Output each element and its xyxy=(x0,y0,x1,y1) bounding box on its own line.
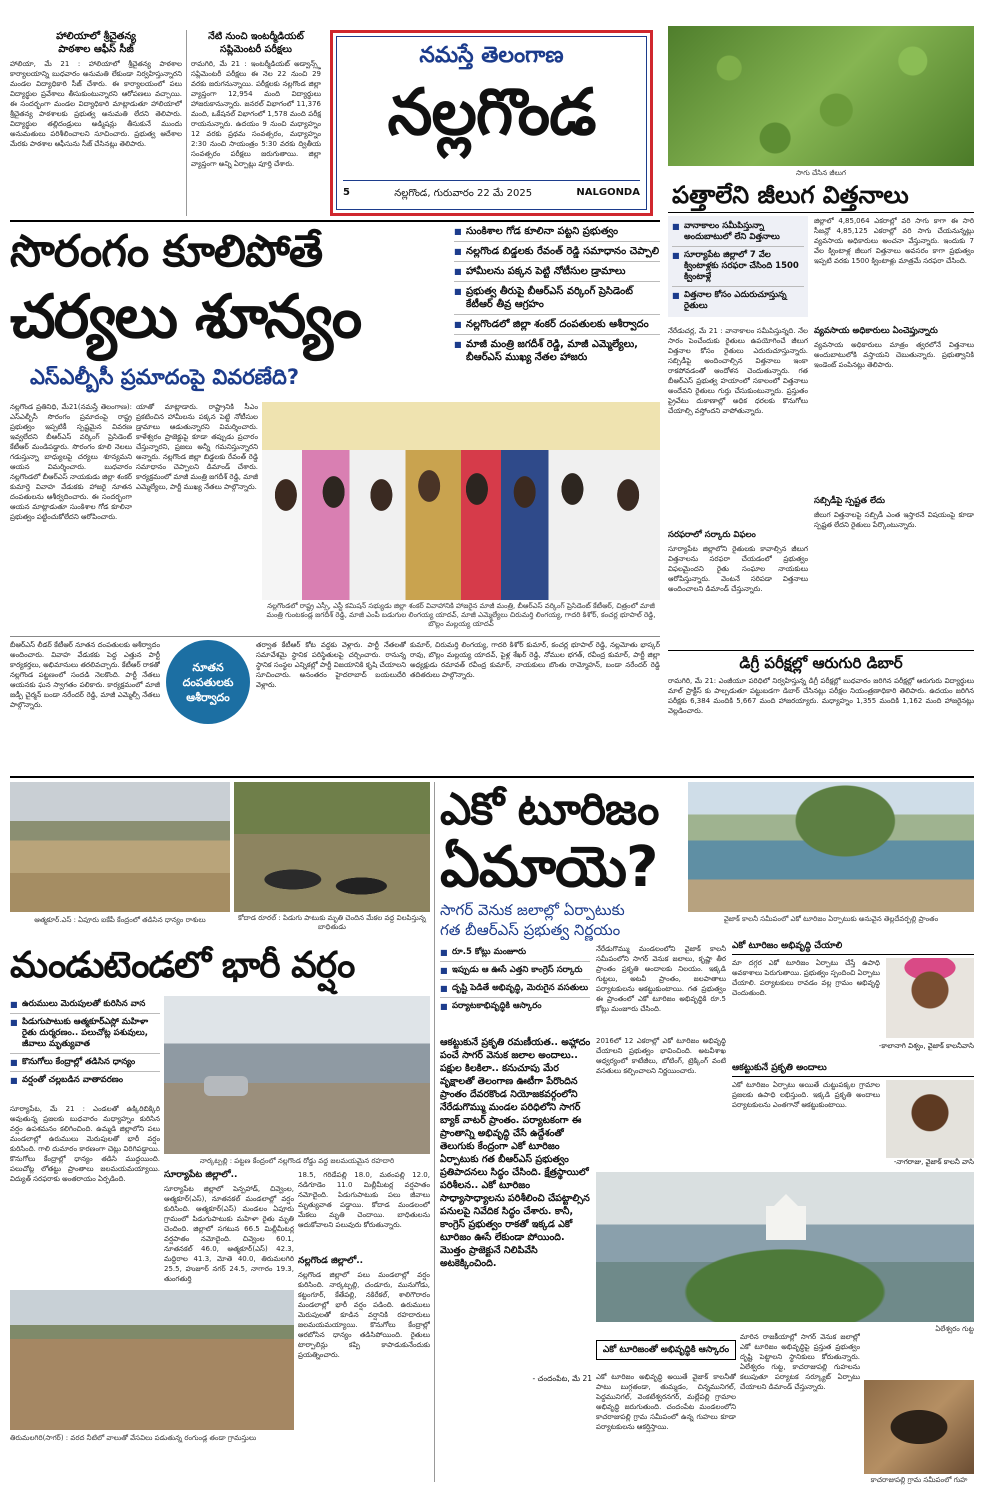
eco-subheadline-1: సాగర్ వెనుక జలాల్లో ఏర్పాటుకు xyxy=(440,901,625,919)
photo-caption: వైజాక్ కాలనీ సమీపంలో ఎకో టూరిజం ఏర్పాటుకు అనువైన తెల్లదేవర్పల్లి ప్రాంతం xyxy=(723,915,939,923)
subhead: సబ్సిడీపై స్పష్టత లేదు xyxy=(814,496,885,506)
photo-caption: ఏలేశ్వరం గుట్ట xyxy=(935,1325,974,1333)
eco-headline-1: ఎకో టూరిజం xyxy=(440,784,659,835)
highlight-item: ■ కొనుగోలు కేంద్రాల్లో తడిసిన ధాన్యం xyxy=(10,1054,160,1072)
eco-dateline: - చందంపేట, మే 21 xyxy=(532,1374,592,1383)
subhead: సరఫరాలో సర్కారు విఫలం xyxy=(668,530,756,540)
lead-subheadline: ఎస్ఎల్బీసీ ప్రమాదంపై వివరణేది? xyxy=(30,365,300,389)
dateline: నల్లగొండ, గురువారం 22 మే 2025 xyxy=(394,188,533,199)
backwater-photo xyxy=(688,782,974,912)
brief-story-1 xyxy=(10,30,182,219)
avatar xyxy=(886,1080,974,1158)
eco-subheadline-2: గత బీఆర్ఎస్ ప్రభుత్వ నిర్ణయం xyxy=(440,921,621,939)
flooded-road-photo xyxy=(164,996,430,1154)
highlight-item: ■ పర్యాటకాభివృద్ధికి ఆస్కారం xyxy=(440,998,590,1015)
dead-goats-photo xyxy=(234,782,430,912)
quote-box-1 xyxy=(732,940,974,1058)
highlight-item: ■ వానాకాలం సమీపిస్తున్నా అందుబాటులో లేని విత్తనాలు xyxy=(672,218,804,247)
edition-title: నల్లగొండ xyxy=(387,76,596,150)
brief-headline: సప్లిమెంటరీ పరీక్షలు xyxy=(220,44,292,55)
highlight-item: ■ విత్తనాల కోసం ఎదురుచూస్తున్న రైతులు xyxy=(672,287,804,315)
rain-body-3: 18.5, గరిడేపల్లి 18.0, మఠంపల్లి 12.0, నడిగూడెం 11.0 మిల్లీమీటర్ల వర్షపాతం నమోదైంది. పిడుగుపాటుకు పలు జీవాలు మృత్యువాత పడ్డాయి. కోదాడ మండలంలో మేకలు మృతి చెందాయి. బాధితులను ఆదుకోవాలని పలువురు కోరుతున్నారు. xyxy=(298,1171,430,1229)
highlight-item: ■ నల్లగొండలో జిల్లా శంకర్ దంపతులకు ఆశీర్వాదం xyxy=(454,315,660,335)
brief-body: హాలియా, మే 21 : హాలియాలో శ్రీచైతన్య పాఠశాల కార్యాలయాన్ని బుధవారం అనుమతి లేకుండా నిర్వహిస్తున్నారని మండల విద్యాధికారి సీజ్ చేశారు. ఈ కార్యాలయంలో పలు విద్యార్థుల ప్రవేశాలు తీసుకుంటున్నారని ఆరోపణలు వచ్చాయి. ఈ సందర్భంగా మండల విద్యాధికారి మాట్లాడుతూ హాలియాలో శ్రీచైతన్య పాఠశాలకు ప్రభుత్వ అనుమతి లేదని తెలిపారు. విద్యార్థుల తల్లిదండ్రులు అడ్మిషన్లు తీసుకునే ముందు అనుమతులు పరిశీలించాలని సూచించారు. ప్రభుత్వ ఆదేశాల మేరకు పాఠశాల ఆఫీసును సీజ్ చేసినట్లు తెలిపారు. xyxy=(10,60,182,148)
lead-body-1: నల్లగొండ ప్రతినిధి, మే21(నమస్తే తెలంగాణ): ఎస్ఎల్బీసీ సొరంగం ప్రమాదంపై రాష్ట్ర ప్రభుత్వం ఇప్పటికీ స్పష్టమైన వివరణ ఇవ్వలేదని బీఆర్ఎస్ వర్కింగ్ ప్రెసిడెంట్ కేటీఆర్ మండిపడ్డారు. సొరంగం కూలి నెలలు గడుస్తున్నా బాధ్యులపై చర్యలు శూన్యమని ఆయన విమర్శించారు. బుధవారం నల్లగొండలో బీఆర్ఎస్ నాయకుడు జిల్లా శంకర్ కుమార్తె వివాహ వేడుకకు హాజరై నూతన దంపతులను ఆశీర్వదించారు. ఈ సందర్భంగా ఆయన మాట్లాడుతూ సుంకిశాల గోడ కూలినా ప్రభుత్వం పట్టించుకోలేదని ఆరోపించారు. xyxy=(10,403,132,521)
avatar xyxy=(886,958,974,1038)
eco-body-2: 2016లో 12 ఎకరాల్లో ఎకో టూరిజం అభివృద్ధి చేయాలని ప్రభుత్వం భావించింది. అటవీశాఖ ఆధ్వర్యంలో కాటేజీలు, బోటింగ్, ట్రెక్కింగ్ వంటి వసతులు కల్పించాలని నిర్ణయించారు. xyxy=(596,1037,726,1075)
lead-headline-1: సొరంగం కూలిపోతే xyxy=(10,226,323,277)
cave-photo xyxy=(864,1380,974,1474)
highlight-item: ■ రూ.5 కోట్లు మంజూరు xyxy=(440,944,590,962)
eco-body-1: నేరేడుగొమ్ము మండలంలోని వైజాక్ కాలనీ సమీపంలోని సాగర్ వెనుక జలాలు, కృష్ణా తీర ప్రాంతం ప్రకృతి అందాలకు నిలయం. ఇక్కడి గుట్టలు, అటవీ ప్రాంతం, జలపాతాలు పర్యాటకులను ఆకట్టుకుంటాయి. గత ప్రభుత్వం ఈ ప్రాంతంలో ఎకో టూరిజం అభివృద్ధికి రూ.5 కోట్లు మంజూరు చేసింది. xyxy=(596,945,726,1013)
brief-headline: హాలియాలో శ్రీచైతన్య xyxy=(56,31,136,42)
rain-body-1: సూర్యాపేట, మే 21 : ఎండలతో ఉక్కిరిబిక్కిరి అవుతున్న ప్రజలకు బుధవారం మధ్యాహ్నం కురిసిన వర్షం ఉపశమనం కలిగించింది. ఉమ్మడి జిల్లాలోని పలు మండలాల్లో ఉరుములు మెరుపులతో భారీ వర్షం కురిసింది. గాలి దుమారం కారణంగా చెట్లు విరిగిపడ్డాయి. కొనుగోలు కేంద్రాల్లో ధాన్యం తడిసి ముద్దయింది. పలుచోట్ల లోతట్టు ప్రాంతాలు జలమయమయ్యాయి. విద్యుత్ సరఫరాకు అంతరాయం ఏర్పడింది. xyxy=(10,1105,160,1183)
blessing-badge xyxy=(166,640,250,724)
quote-box-sign: -నాగరాజు, వైజాక్ కాలనీ వాసి xyxy=(893,1158,974,1166)
rain-body-4: నల్లగొండ జిల్లాలో పలు మండలాల్లో వర్షం కురిసింది. నార్కట్పల్లి, చండూరు, మునుగోడు, కట్టంగూర్, కేతేపల్లి, నకిరేకల్, శాలిగౌరారం మండలాల్లో భారీ వర్షం పడింది. ఉరుములు మెరుపులతో కూడిన వర్షానికి రహదారులు జలమయమయ్యాయి. కొనుగోలు కేంద్రాల్లో ఆరబోసిన ధాన్యం తడిసిపోయింది. రైతులు టార్పాలిన్లు కప్పి కాపాడుకునేందుకు ప్రయత్నించారు. xyxy=(298,1271,430,1359)
eco-body-3: ఎకో టూరిజం అభివృద్ధి అయితే వైజాక్ కాలనీతో పాటు బుగ్గతండా, తుమ్మడం, చిన్నమునిగల్, పెద్దమునిగల్, వెంకటేశ్వరనగర్, మల్లేపల్లి గ్రామాల అభివృద్ధి జరుగుతుంది. చందంపేట మండలంలోని కాచరాజుపల్లి గ్రామ సమీపంలో ఉన్న గుహలు కూడా పర్యాటకులను ఆకర్షిస్తాయి. xyxy=(596,1373,736,1431)
photo-caption: కోదాడ రూరల్ : పిడుగు పాటుకు మృతి చెందిన మేకల వద్ద విలపిస్తున్న బాధితుడు xyxy=(238,914,426,931)
subhead: వ్యవసాయ అధికారులు ఏంచెప్తున్నారు xyxy=(814,326,938,336)
rain-highlights xyxy=(10,996,160,1089)
quote-box-body: మా దగ్గర ఎకో టూరిజం ఏర్పాటు చేస్తే ఉపాధి అవకాశాలు పెరుగుతాయి. ప్రభుత్వం స్పందించి ఏర్పాటు చేయాలి. పర్యాటకులు రావడం వల్ల గ్రామం అభివృద్ధి చెందుతుంది. xyxy=(732,959,880,997)
brief-headline: పాఠశాల ఆఫీస్ సీజ్ xyxy=(58,44,134,55)
wedding-photo-caption: నల్లగొండలో రాష్ట్ర ఎస్సీ, ఎస్టీ కమిషన్ సభ్యుడు జిల్లా శంకర్ వివాహానికి హాజరైన మాజీ మంత్రి, బీఆర్ఎస్ వర్కింగ్ ప్రెసిడెంట్ కేటీఆర్, చిత్రంలో మాజీ మంత్రి గుంటకండ్ల జగదీశ్ రెడ్డి, మాజీ ఎంపీ బడుగుల లింగయ్య యాదవ్, మాజీ ఎమ్మెల్యేలు చిరుమర్తి లింగయ్య, గాదరి కిశోర్, కంచర్ల భూపాల్ రెడ్డి, బొల్లం మల్లయ్య యాదవ్ xyxy=(266,602,656,628)
lead-headline-2: చర్యలు శూన్యం xyxy=(10,282,361,352)
eco-box-3 xyxy=(596,1340,736,1360)
jeeluga-headline: పత్తాలేని జీలుగ విత్తనాలు xyxy=(672,181,909,209)
subhead: నల్లగొండ జిల్లాలో.. xyxy=(298,1256,364,1266)
jeeluga-highlights xyxy=(668,216,808,317)
quote-box-headline: ఆకట్టుకునే ప్రకృతి అందాలు xyxy=(732,1062,974,1077)
flood-water-photo xyxy=(10,1290,294,1430)
highlight-item: ■ దృష్టి పెడితే అభివృద్ధి, మెరుగైన వసతులు xyxy=(440,980,590,998)
eco-highlights xyxy=(440,944,590,1015)
jeeluga-body-4: జీలుగ విత్తనాలపై సబ్సిడీ ఎంత ఇస్తారనే విషయంపై కూడా స్పష్టత లేదని రైతులు పేర్కొంటున్నారు. xyxy=(814,511,974,529)
masthead xyxy=(330,30,653,216)
jeeluga-body-5: సూర్యాపేట జిల్లాలోని రైతులకు కావాల్సిన జీలుగ విత్తనాలను సరఫరా చేయడంలో ప్రభుత్వం విఫలమైందని రైతు సంఘాల నాయకులు ఆరోపిస్తున్నారు. వెంటనే సరిపడా విత్తనాలు అందించాలని డిమాండ్ చేస్తున్నారు. xyxy=(668,545,808,593)
lead-highlights xyxy=(454,222,660,367)
elesvaram-hill-photo xyxy=(596,1172,974,1322)
degree-exam-headline: డిగ్రీ పరీక్షల్లో ఆరుగురి డిబార్ xyxy=(739,654,903,672)
rain-headline: మండుటెండలో భారీ వర్షం xyxy=(10,945,355,986)
quote-box-headline: ఎకో టూరిజం అభివృద్ధి చేయాలి xyxy=(732,940,974,955)
highlight-item: ■ వర్షంతో చల్లబడిన వాతావరణం xyxy=(10,1072,160,1089)
blessing-badge-text: నూతన దంపతులకు ఆశీర్వాదం xyxy=(182,660,234,704)
brief-headline: నేటి నుంచి ఇంటర్మీడియట్ xyxy=(208,31,304,42)
lead-body-3: బీఆర్ఎస్ లీడర్ కేటీఆర్ నూతన దంపతులకు ఆశీర్వాదం అందించారు. వివాహ వేడుకకు పెద్ద ఎత్తున పార్టీ కార్యకర్తలు, అభిమానులు తరలివచ్చారు. కేటీఆర్ రాకతో నల్లగొండ పట్టణంలో సందడి నెలకొంది. పార్టీ నేతలు ఆయనకు ఘన స్వాగతం పలికారు. కార్యక్రమంలో మాజీ జడ్పీ చైర్మన్ బండా నరేందర్ రెడ్డి, మాజీ ఎమ్మెల్సీ నేతలు పాల్గొన్నారు. xyxy=(10,641,160,709)
quote-box-body: ఎకో టూరిజం ఏర్పాటు అయితే చుట్టుపక్కల గ్రామాల ప్రజలకు ఉపాధి లభిస్తుంది. ఇక్కడి ప్రకృతి అందాలు పర్యాటకులను ఎంతగానో ఆకట్టుకుంటాయి. xyxy=(732,1081,880,1109)
photo-caption: నార్కట్పల్లి : పట్టణ కేంద్రంలో నల్లగొండ రోడ్డు వద్ద జలమయమైన రహదారి xyxy=(199,1157,395,1165)
highlight-item: ■ నల్లగొండ బిడ్డలకు రేవంత్ రెడ్డి సమాధానం చెప్పాలి xyxy=(454,242,660,262)
photo-caption: కాచరాజుపల్లి గ్రామ సమీపంలో గుహ xyxy=(870,1476,968,1484)
photo-caption: సాగు చేసిన జీలుగ xyxy=(796,169,846,177)
edition-name-en: NALGONDA xyxy=(576,187,640,198)
brief-body: రామగిరి, మే 21 : ఇంటర్మీడియట్ అడ్వాన్స్డ్ సప్లిమెంటరీ పరీక్షలు ఈ నెల 22 నుంచి 29 వరకు జరుగనున్నాయి. పరీక్షలకు నల్లగొండ జిల్లా వ్యాప్తంగా 12,954 మంది విద్యార్థులు హాజరుకానున్నారు. జనరల్ విభాగంలో 11,376 మంది, ఒకేషనల్ విభాగంలో 1,578 మంది పరీక్ష రాయనున్నారు. ఉదయం 9 నుంచి మధ్యాహ్నం 12 వరకు ప్రథమ సంవత్సరం, మధ్యాహ్నం 2:30 నుంచి సాయంత్రం 5:30 వరకు ద్వితీయ సంవత్సరం పరీక్షలు జరుగుతాయి. జిల్లా వ్యాప్తంగా అన్ని ఏర్పాట్లు పూర్తి చేశారు. xyxy=(191,60,321,168)
rain-body-2: సూర్యాపేట జిల్లాలో పెన్పహాడ్, చివ్వెంల, ఆత్మకూర్(ఎస్), నూతనకల్ మండలాల్లో వర్షం కురిసింది. ఆత్మకూర్(ఎస్) మండలం ఏపూరు గ్రామంలో పిడుగుపాటుకు మహిళా రైతు మృతి చెందింది. జిల్లాలో సగటున 66.5 మిల్లీమీటర్ల వర్షపాతం నమోదైంది. చివ్వెంల 60.1, నూతనకల్ 46.0, ఆత్మకూర్(ఎస్) 42.3, మద్దిరాల 41.3, మోతె 40.0, తిరుమలగిరి 25.5, హుజూర్ నగర్ 24.5, నాగారం 19.3, తుంగతుర్తి xyxy=(164,1185,294,1283)
jeeluga-body-2: నేరేడుచర్ల, మే 21 : వానాకాలం సమీపిస్తున్నది. నేల సారం పెంచేందుకు రైతులు ఉపయోగించే జీలుగ విత్తనాల కోసం రైతులు ఎదురుచూస్తున్నారు. సబ్సిడీపై అందించాల్సిన విత్తనాలు ఇంకా రాకపోవడంతో ఆందోళన చెందుతున్నారు. గత బీఆర్ఎస్ ప్రభుత్వ హయాంలో సకాలంలో విత్తనాలు అందేవని రైతులు గుర్తు చేసుకుంటున్నారు. ప్రస్తుతం ప్రైవేటు దుకాణాల్లో అధిక ధరలకు కొనుగోలు చేయాల్సి వస్తోందని వాపోతున్నారు. xyxy=(668,327,808,415)
jeeluga-body-3: వ్యవసాయ అధికారులు మాత్రం త్వరలోనే విత్తనాలు అందుబాటులోకి వస్తాయని చెబుతున్నారు. ప్రభుత్వానికి ఇండెంట్ పంపినట్లు తెలిపారు. xyxy=(814,341,974,369)
fern-crop-photo xyxy=(668,26,974,166)
highlight-item: ■ హామీలను పక్కన పెట్టి నోటీసుల డ్రామాలు xyxy=(454,262,660,282)
eco-box-headline: ఎకో టూరిజంతో అభివృద్ధికి ఆస్కారం xyxy=(602,1345,730,1355)
lead-body-4: తర్వాత కేటీఆర్ కోట వద్దకు వెళ్లారు. పార్టీ నేతలతో సమావేశమై స్థానిక పరిస్థితులపై చర్చించారు. రానున్న స్థానిక సంస్థల ఎన్నికల్లో పార్టీ విజయానికి కృషి చేయాలని సూచించారు. అనంతరం హైదరాబాద్ బయలుదేరి వెళ్లారు. xyxy=(256,641,406,689)
brief-story-2 xyxy=(191,30,321,219)
lead-body-2: యాతో మాట్లాడారు. రాష్ట్రానికి సీఎం ప్రకటించిన హామీలను పక్కన పెట్టి నోటీసుల డ్రామాలు ఆడుతున్నారని విమర్శించారు. కాళేశ్వరం ప్రాజెక్టుపై కూడా తప్పుడు ప్రచారం చేస్తున్నారని, ప్రజలు అన్నీ గమనిస్తున్నారని అన్నారు. నల్లగొండ జిల్లా బిడ్డలకు రేవంత్ రెడ్డి సమాధానం చెప్పాలని డిమాండ్ చేశారు. కార్యక్రమంలో మాజీ మంత్రి జగదీశ్ రెడ్డి, మాజీ ఎమ్మెల్యేలు, పార్టీ ముఖ్య నేతలు పాల్గొన్నారు. xyxy=(136,403,258,491)
wedding-photo xyxy=(262,402,660,600)
page-number: 5 xyxy=(343,187,350,198)
highlight-item: ■ సుంకిశాల గోడ కూలినా పట్టని ప్రభుత్వం xyxy=(454,222,660,242)
highlight-item: ■ ప్రభుత్వ తీరుపై బీఆర్ఎస్ వర్కింగ్ ప్రెసిడెంట్ కేటీఆర్ తీవ్ర ఆగ్రహం xyxy=(454,282,660,315)
degree-exam-body: రామగిరి, మే 21: ఎంజీయూ పరిధిలో నిర్వహిస్తున్న డిగ్రీ పరీక్షల్లో బుధవారం జరిగిన పరీక్షల్లో ఆరుగురు విద్యార్థులు మాల్ ప్రాక్టీస్ కు పాల్పడుతూ పట్టుబడగా డిబార్ చేసినట్లు పరీక్షల నియంత్రణాధికారి తెలిపారు. ఉదయం జరిగిన పరీక్షకు 6,384 మందికి 5,667 మంది హాజరయ్యారు. మధ్యాహ్నం 1,355 మందికి 1,162 మంది హాజరైనట్లు వెల్లడించారు. xyxy=(668,677,974,715)
brand-name: నమస్తే తెలంగాణ xyxy=(419,43,564,68)
highlight-item: ■ సూర్యాపేట జిల్లాలో 7 వేల క్వింటాళ్లకు సరఫరా చేసింది 1500 క్వింటాళ్లే xyxy=(672,247,804,287)
highlight-item: ■ మాజీ మంత్రి జగదీశ్ రెడ్డి, మాజీ ఎమ్మెల్యేలు, బీఆర్ఎస్ ముఖ్య నేతల హాజరు xyxy=(454,335,660,367)
highlight-item: ■ పిడుగుపాటుకు ఆత్మకూర్ఎస్లో మహిళా రైతు దుర్మరణం.. పలుచోట్ల పశువులు, జీవాలు మృత్యువాత xyxy=(10,1014,160,1054)
photo-caption: ఆత్మకూర్.ఎస్ : ఏపూరు ఐకేపీ కేంద్రంలో తడిసిన ధాన్యం రాశులు xyxy=(34,916,206,924)
quote-box-2 xyxy=(732,1062,974,1172)
jeeluga-body-1: జిల్లాలో 4,85,064 ఎకరాల్లో వరి సాగు కాగా ఈ సారి సీజన్లో 4,85,125 ఎకరాల్లో వరి సాగు చేయనున్నట్లు వ్యవసాయ అధికారులు అంచనా వేస్తున్నారు. ఇందుకు 7 వేల క్వింటాళ్ల జీలుగ విత్తనాలు అవసరం కాగా ప్రభుత్వం ఇప్పటి వరకు 1500 క్వింటాళ్లు మాత్రమే సరఫరా చేసింది. xyxy=(814,217,974,265)
eco-body-4: మారిన రాజకీయాల్లో సాగర్ వెనుక జలాల్లో ఎకో టూరిజం అభివృద్ధిపై ప్రస్తుత ప్రభుత్వం దృష్టి పెట్టాలని స్థానికులు కోరుతున్నారు. ఏలేశ్వరం గుట్ట, కాచరాజుపల్లి గుహలను కలుపుతూ పర్యాటక సర్క్యూట్ ఏర్పాటు చేయాలని డిమాండ్ చేస్తున్నారు. xyxy=(740,1333,860,1391)
subhead: సూర్యాపేట జిల్లాలో.. xyxy=(164,1170,238,1180)
highlight-item: ■ ఉరుములు మెరుపులతో కురిసిన వాన xyxy=(10,996,160,1014)
eco-headline-2: ఏమాయె? xyxy=(440,835,658,900)
highlight-item: ■ ఇప్పుడు ఆ ఊసే ఎత్తని కాంగ్రెస్ సర్కారు xyxy=(440,962,590,980)
photo-caption: తిరుమలగిరి(సాగర్) : వరద నీటిలో వాలుతో వేసవిలు పడుతున్న రంగుండ్ల తండా గ్రామస్తులు xyxy=(10,1434,257,1442)
quote-box-sign: -కాలానాగి విశ్వం, వైజాక్ కాలనీవాసి xyxy=(878,1042,974,1050)
lead-body-5: కుమార్, చిరుమర్తి లింగయ్య, గాదరి కిశోర్ కుమార్, కంచర్ల భూపాల్ రెడ్డి, నల్లమోతు భాస్కర్ రావు, బొల్లం మల్లయ్య యాదవ్, పైళ్ల శేఖర్ రెడ్డి, నోముల భగత్, రవీంద్ర కుమార్, పార్టీ జిల్లా అధ్యక్షుడు రమావత్ రవీంద్ర కుమార్, నాయకులు బొంతు రామ్మోహన్, బండా నరేందర్ రెడ్డి తదితరులు పాల్గొన్నారు. xyxy=(410,641,660,679)
wet-grain-photo xyxy=(10,782,230,912)
eco-lead-text: ఆకట్టుకునే ప్రకృతి రమణీయత.. అహ్లాదం పంచే సాగర్ వెనుక జలాల అందాలు.. పక్షుల కిలకిలా.. కనుచూపు మేర వృక్షాలతో తెలంగాణ ఊటీగా పేరొందిన ప్రాంతం దేవరకొండ నియోజకవర్గంలోని నేరేడుగొమ్ము మండల పరిధిలోని సాగర్ బ్యాక్ వాటర్ ప్రాంతం. పర్యాటకంగా ఈ ప్రాంతాన్ని అభివృద్ధి చేసే ఉద్దేశంతో తెలుగుకు కేంద్రంగా ఎకో టూరిజం ఏర్పాటుకు గత బీఆర్ఎస్ ప్రభుత్వం ప్రతిపాదనలు సిద్ధం చేసింది. క్షేత్రస్థాయిలో పరిశీలన.. ఎకో టూరిజం సాధ్యాసాధ్యాలను పరిశీలించి చేపట్టాల్సిన పనులపై నివేదిక సిద్ధం చేశారు. కానీ, కాంగ్రెస్ ప్రభుత్వం రాకతో ఇక్కడ ఎకో టూరిజం ఊసే లేకుండా పోయింది. మొత్తం ప్రాజెక్టునే నిలిపివేసి అటకెక్కించింది. xyxy=(440,1037,591,1269)
